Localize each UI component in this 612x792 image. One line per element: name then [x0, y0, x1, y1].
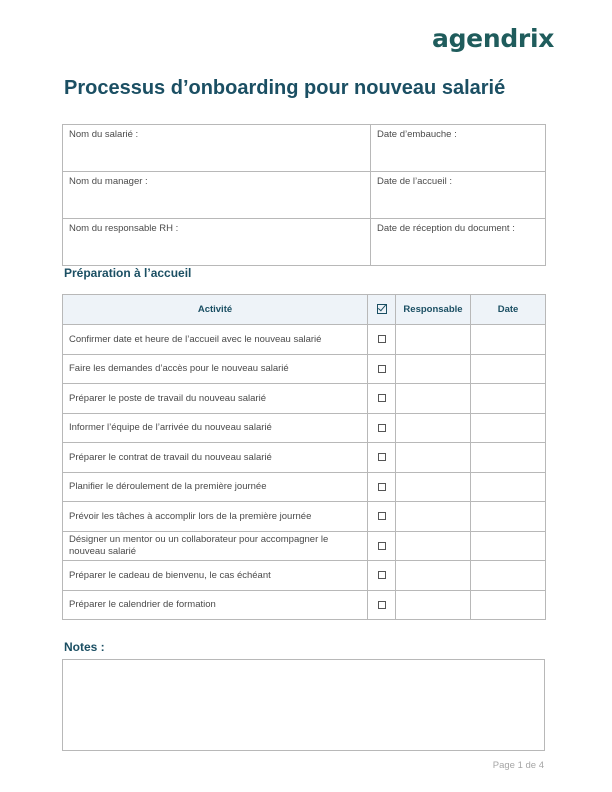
- activity-cell: Planifier le déroulement de la première journée: [63, 472, 368, 502]
- checkbox-checked-icon: [377, 304, 387, 314]
- activity-cell: Prévoir les tâches à accomplir lors de la première journée: [63, 502, 368, 532]
- date-cell[interactable]: [471, 325, 546, 355]
- activity-cell: Désigner un mentor ou un collaborateur pour accompagner le nouveau salarié: [63, 531, 368, 561]
- activity-cell: Préparer le calendrier de formation: [63, 590, 368, 620]
- checkbox[interactable]: [378, 365, 386, 373]
- info-row: [63, 125, 546, 172]
- check-cell: [368, 354, 396, 384]
- responsible-cell[interactable]: [396, 472, 471, 502]
- activity-cell: Préparer le poste de travail du nouveau salarié: [63, 384, 368, 414]
- table-row: [63, 384, 546, 414]
- responsible-cell[interactable]: [396, 384, 471, 414]
- date-cell[interactable]: [471, 531, 546, 561]
- table-row: [63, 472, 546, 502]
- check-cell: [368, 590, 396, 620]
- check-cell: [368, 502, 396, 532]
- notes-textarea[interactable]: [62, 659, 545, 751]
- page-number: Page 1 de 4: [492, 760, 544, 771]
- checkbox[interactable]: [378, 453, 386, 461]
- responsible-cell[interactable]: [396, 325, 471, 355]
- hr-name-field[interactable]: Nom du responsable RH :: [63, 219, 371, 266]
- column-header-activity: Activité: [63, 295, 368, 325]
- responsible-cell[interactable]: [396, 590, 471, 620]
- checkbox[interactable]: [378, 394, 386, 402]
- column-header-check: [368, 295, 396, 325]
- responsible-cell[interactable]: [396, 354, 471, 384]
- responsible-cell[interactable]: [396, 561, 471, 591]
- checkbox[interactable]: [378, 571, 386, 579]
- manager-name-field[interactable]: Nom du manager :: [63, 172, 371, 219]
- table-row: [63, 413, 546, 443]
- employee-name-field[interactable]: Nom du salarié :: [63, 125, 371, 172]
- activity-cell: Faire les demandes d’accès pour le nouveau salarié: [63, 354, 368, 384]
- table-row: [63, 502, 546, 532]
- info-row: [63, 219, 546, 266]
- responsible-cell[interactable]: [396, 443, 471, 473]
- date-cell[interactable]: [471, 384, 546, 414]
- check-cell: [368, 561, 396, 591]
- date-cell[interactable]: [471, 590, 546, 620]
- date-cell[interactable]: [471, 443, 546, 473]
- welcome-date-field[interactable]: Date de l’accueil :: [371, 172, 546, 219]
- date-cell[interactable]: [471, 354, 546, 384]
- activity-cell: Préparer le contrat de travail du nouveau salarié: [63, 443, 368, 473]
- table-row: [63, 354, 546, 384]
- notes-title: Notes :: [64, 640, 105, 654]
- check-cell: [368, 472, 396, 502]
- date-cell[interactable]: [471, 413, 546, 443]
- activity-cell: Informer l’équipe de l’arrivée du nouveau salarié: [63, 413, 368, 443]
- table-row: [63, 590, 546, 620]
- table-row: [63, 561, 546, 591]
- column-header-responsible: Responsable: [396, 295, 471, 325]
- date-cell[interactable]: [471, 502, 546, 532]
- hire-date-field[interactable]: Date d’embauche :: [371, 125, 546, 172]
- table-row: [63, 443, 546, 473]
- brand-logo: agendrix: [432, 24, 555, 53]
- check-cell: [368, 531, 396, 561]
- responsible-cell[interactable]: [396, 413, 471, 443]
- employee-info-table: [62, 124, 546, 266]
- check-cell: [368, 325, 396, 355]
- checkbox[interactable]: [378, 424, 386, 432]
- date-cell[interactable]: [471, 561, 546, 591]
- checkbox[interactable]: [378, 483, 386, 491]
- check-cell: [368, 443, 396, 473]
- preparation-checklist-table: [62, 294, 546, 620]
- table-row: [63, 325, 546, 355]
- responsible-cell[interactable]: [396, 502, 471, 532]
- check-cell: [368, 413, 396, 443]
- date-cell[interactable]: [471, 472, 546, 502]
- checkbox[interactable]: [378, 542, 386, 550]
- document-received-date-field[interactable]: Date de réception du document :: [371, 219, 546, 266]
- info-row: [63, 172, 546, 219]
- column-header-date: Date: [471, 295, 546, 325]
- table-header-row: [63, 295, 546, 325]
- section-title-preparation: Préparation à l’accueil: [64, 266, 192, 280]
- checkbox[interactable]: [378, 335, 386, 343]
- activity-cell: Confirmer date et heure de l’accueil avec le nouveau salarié: [63, 325, 368, 355]
- checkbox[interactable]: [378, 512, 386, 520]
- document-title: Processus d’onboarding pour nouveau salarié: [64, 77, 506, 99]
- checkbox[interactable]: [378, 601, 386, 609]
- responsible-cell[interactable]: [396, 531, 471, 561]
- check-cell: [368, 384, 396, 414]
- table-row: [63, 531, 546, 561]
- activity-cell: Préparer le cadeau de bienvenu, le cas échéant: [63, 561, 368, 591]
